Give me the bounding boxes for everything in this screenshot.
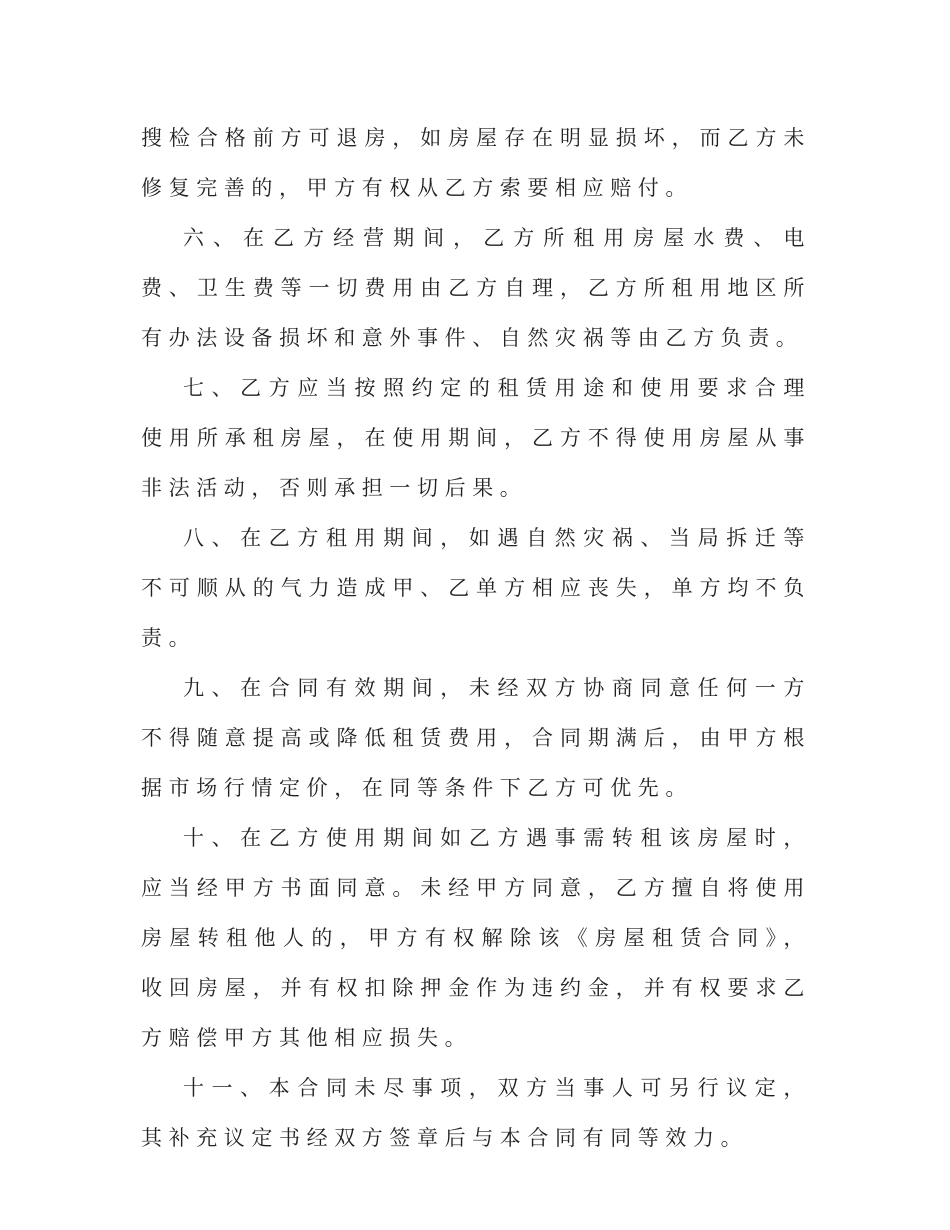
paragraph-clause-9: 九、在合同有效期间，未经双方协商同意任何一方不得随意提高或降低租赁费用，合同期满后，由甲方根据市场行情定价，在同等条件下乙方可优先。 (141, 676, 811, 800)
paragraph-clause-6: 六、在乙方经营期间，乙方所租用房屋水费、电费、卫生费等一切费用由乙方自理，乙方所租用地区所有办法设备损坏和意外事件、自然灾祸等由乙方负责。 (141, 226, 811, 350)
paragraph-continuation: 搜检合格前方可退房，如房屋存在明显损坏，而乙方未修复完善的，甲方有权从乙方索要相应赔付。 (141, 126, 811, 200)
paragraph-clause-8: 八、在乙方租用期间，如遇自然灾祸、当局拆迁等不可顺从的气力造成甲、乙单方相应丧失，单方均不负责。 (141, 526, 811, 650)
paragraph-clause-10: 十、在乙方使用期间如乙方遇事需转租该房屋时，应当经甲方书面同意。未经甲方同意，乙方擅自将使用房屋转租他人的，甲方有权解除该《房屋租赁合同》，收回房屋，并有权扣除押金作为违约金，并有权要求乙方赔偿甲方其他相应损失。 (141, 826, 811, 1050)
document-body (141, 113, 811, 1163)
paragraph-clause-7: 七、乙方应当按照约定的租赁用途和使用要求合理使用所承租房屋，在使用期间，乙方不得使用房屋从事非法活动，否则承担一切后果。 (141, 376, 811, 500)
paragraph-clause-11: 十一、本合同未尽事项，双方当事人可另行议定，其补充议定书经双方签章后与本合同有同等效力。 (141, 1076, 811, 1150)
